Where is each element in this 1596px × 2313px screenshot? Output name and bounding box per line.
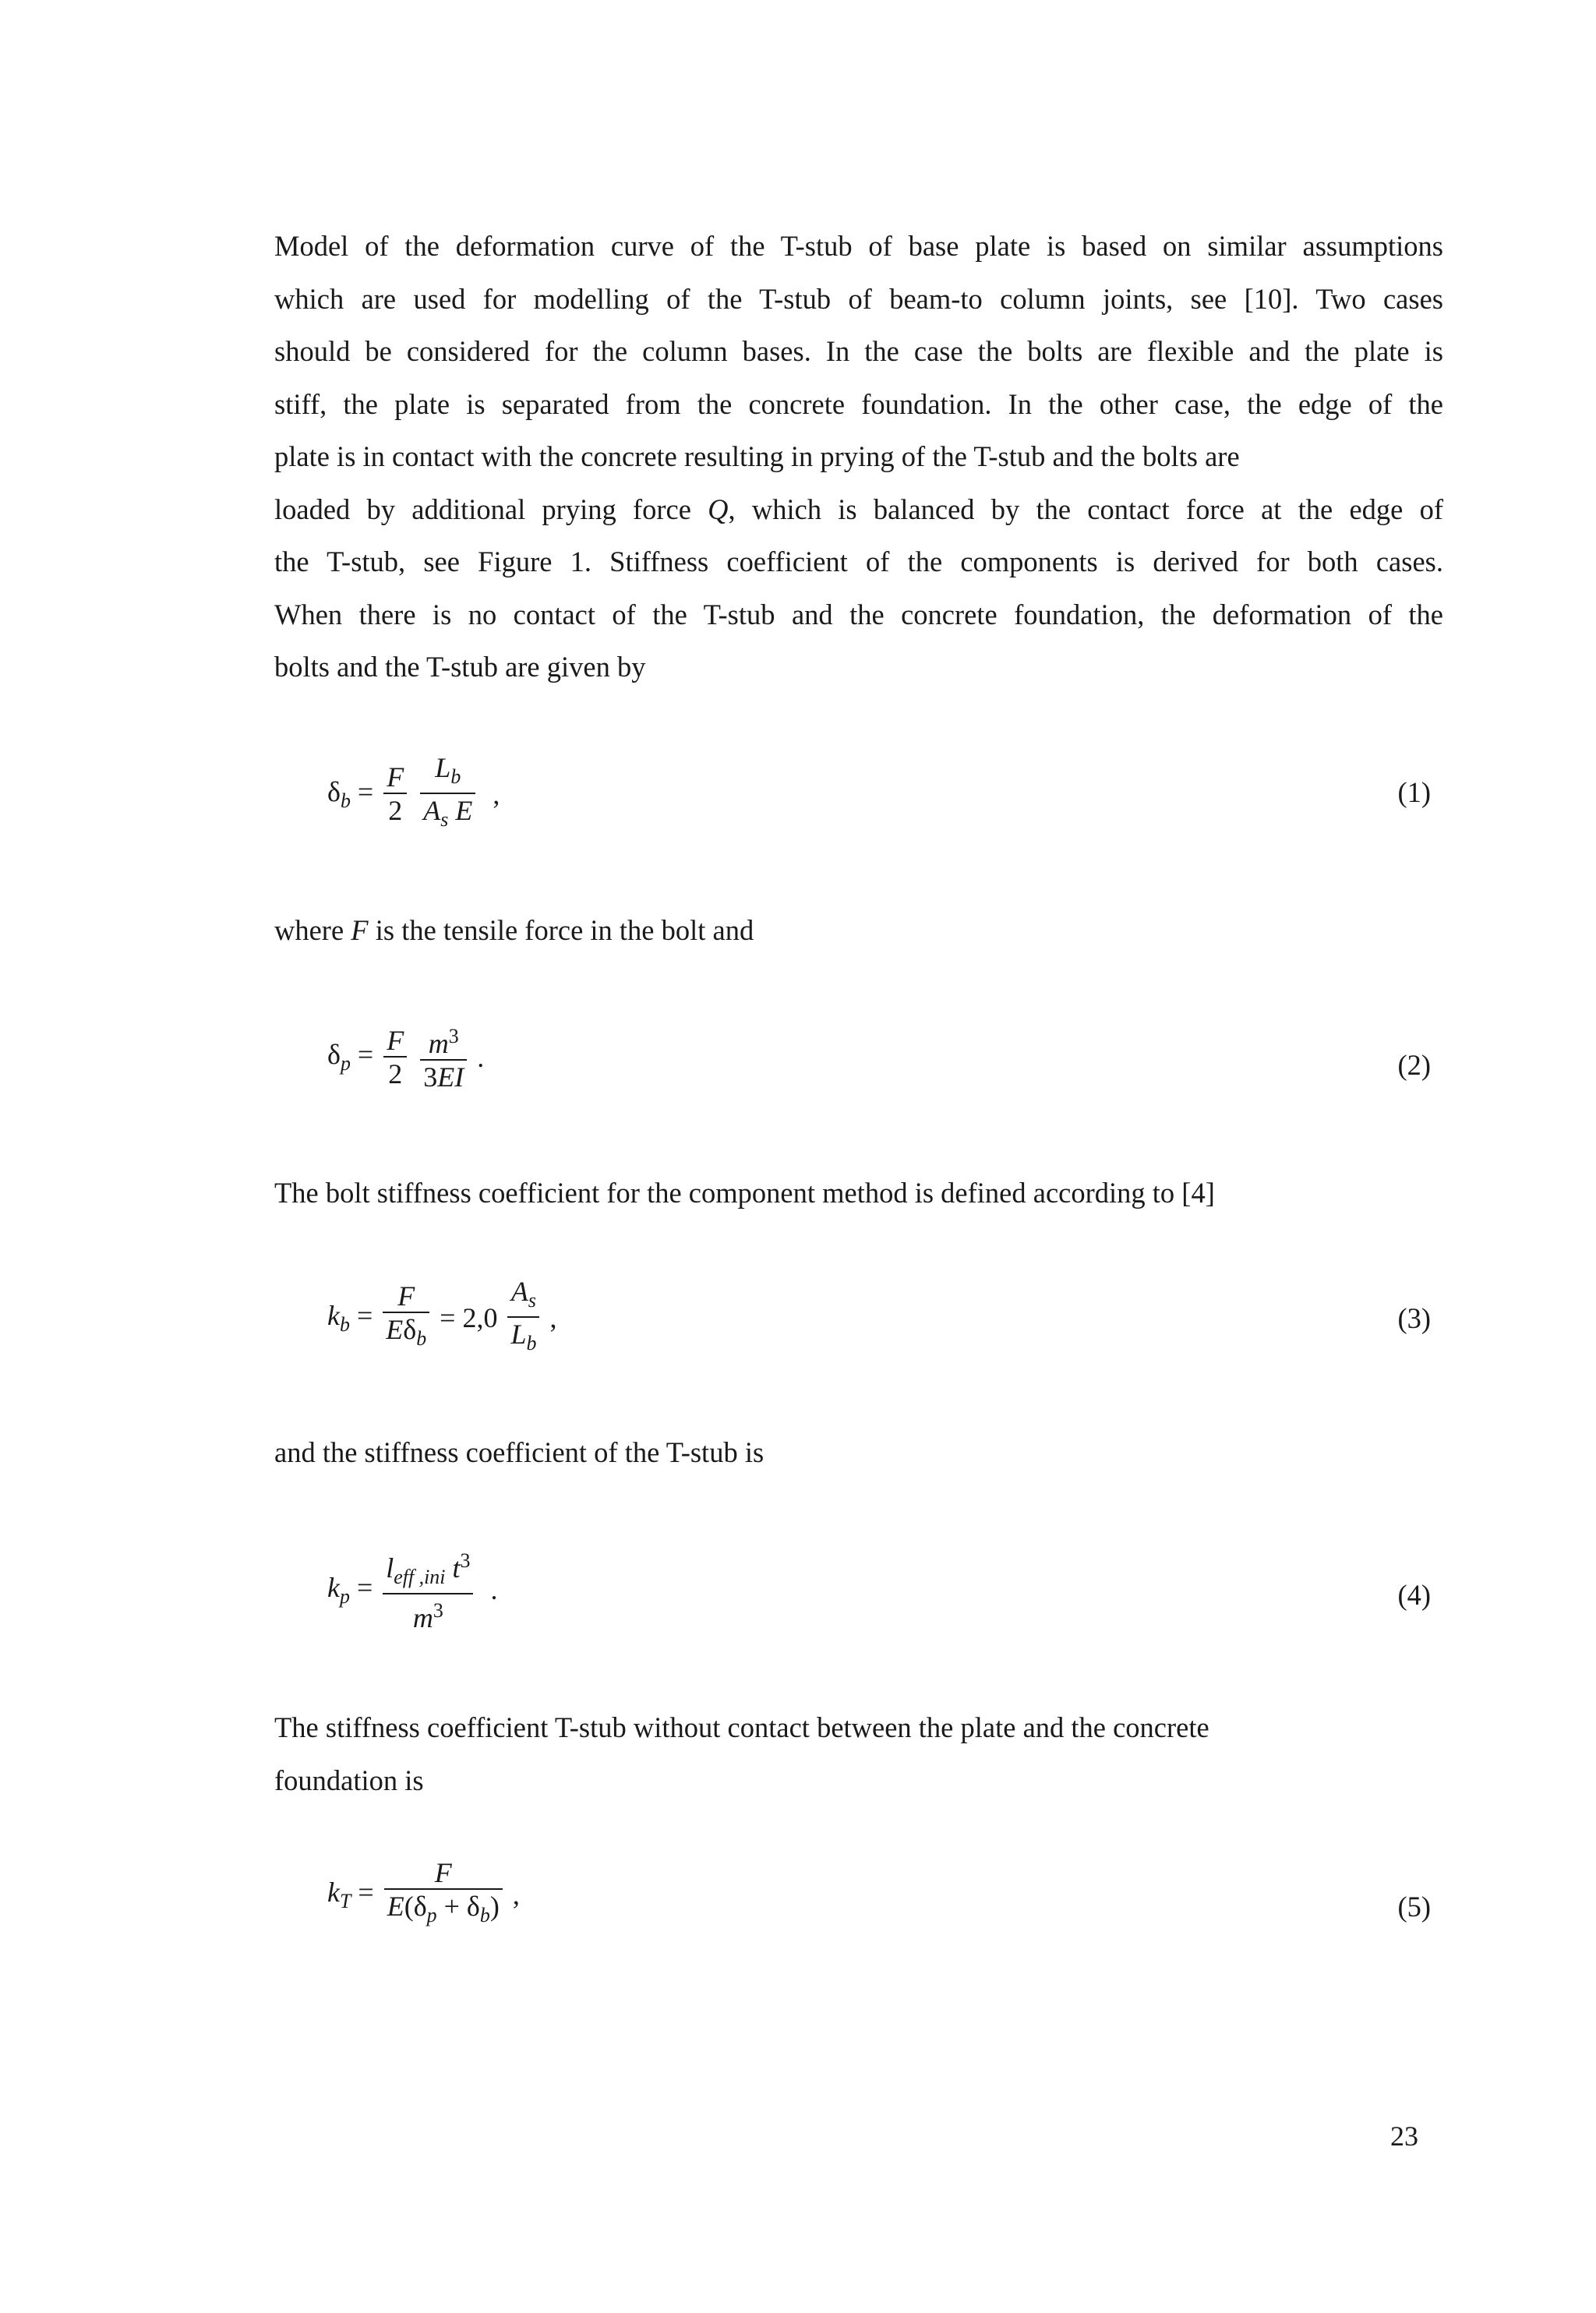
tstub-stiffness-paragraph: and the stiffness coefficient of the T-stub is [274,1436,764,1468]
equation-number-1: (1) [1397,776,1431,808]
text-line: stiff, the plate is separated from the concrete foundation. In the other case, the edge of the [274,387,1443,420]
text-line: When there is no contact of the T-stub and the concrete foundation, the deformation of the [274,598,1443,630]
page-number: 23 [1390,2121,1418,2152]
text-line: should be considered for the column bases. In the case the bolts are flexible and the plate is [274,335,1443,367]
where-paragraph: where F is the tensile force in the bolt and [274,914,754,946]
equation-3: $k_b$ = $\frac{F}{E\delta_b}$ = 2,0 $\frac{A_s}{L_b}$ , [327,1276,556,1360]
equation-number-2: (2) [1397,1049,1431,1081]
equation-number-3: (3) [1397,1302,1431,1334]
equation-number-5: (5) [1397,1891,1431,1923]
text-line: plate is in contact with the concrete resulting in prying of the T-stub and the bolts are [274,440,1240,472]
no-contact-paragraph: The stiffness coefficient T-stub without contact between the plate and the concrete foundation is [274,1711,1209,1796]
text-line: loaded by additional prying force Q, which is balanced by the contact force at the edge of [274,493,1444,525]
prying-force-symbol: Q [708,493,729,525]
equation-number-4: (4) [1397,1579,1431,1611]
bolt-stiffness-paragraph: The bolt stiffness coefficient for the component method is defined according to [4] [274,1177,1215,1209]
equation-1: $\delta_b$ = $\frac{F}{2}$ $\frac{L_b}{A_s E}$ , [327,752,500,836]
text-line: the T-stub, see Figure 1. Stiffness coefficient of the components is derived for both cases. [274,546,1443,577]
text-line: Model of the deformation curve of the T-stub of base plate is based on similar assumptions [274,230,1443,262]
equation-4: $k_p$ = $\frac{l_{eff ,ini} t^3}{m^3}$ . [327,1549,498,1634]
text-line: which are used for modelling of the T-stub of beam-to column joints, see [10]. Two cases [274,282,1443,315]
equation-2: $\delta_p$ = $\frac{F}{2}$ $\frac{m^3}{3EI}$ . [327,1024,485,1093]
equation-5: $k_T$ = $\frac{F}{E(\delta_p + \delta_b)}$ , [327,1857,520,1932]
text-line: bolts and the T-stub are given by [274,651,646,683]
intro-paragraph [274,220,1443,694]
